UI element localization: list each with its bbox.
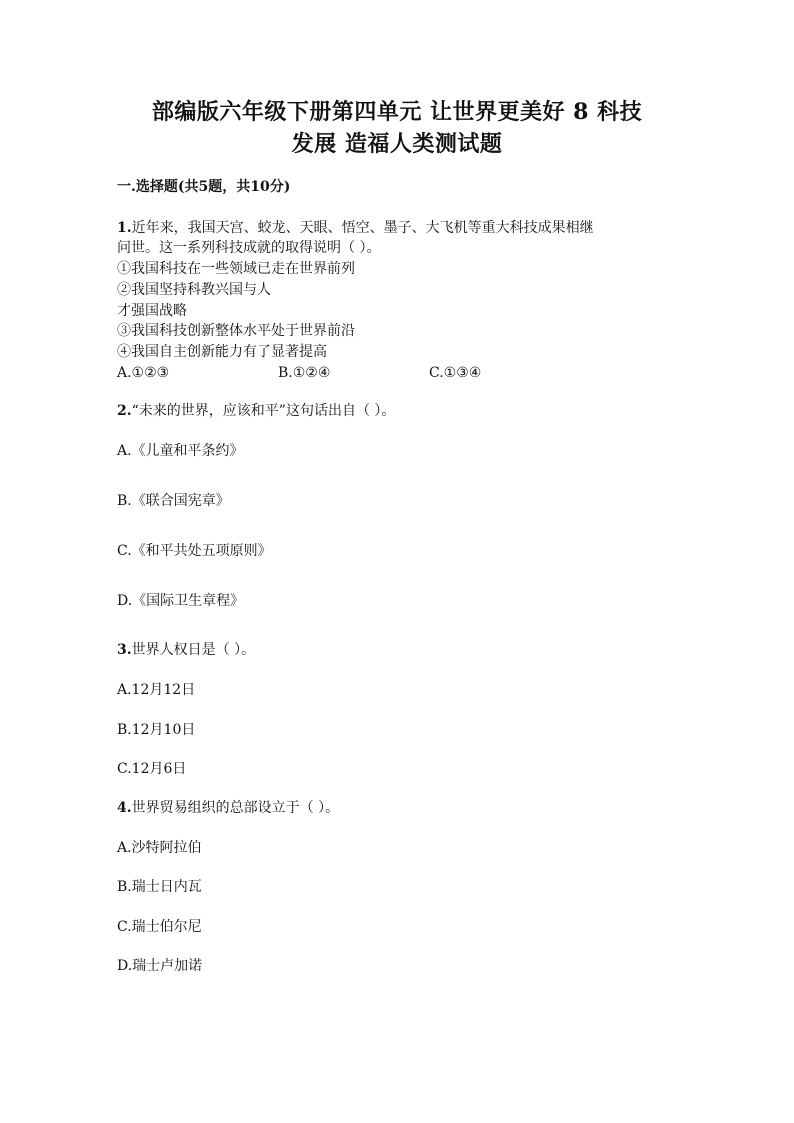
question-1-stem-text-1: 近年来，我国天宫、蛟龙、天眼、悟空、墨子、大飞机等重大科技成果相继 bbox=[131, 220, 594, 236]
question-4-option-d: D.瑞士卢加诺 bbox=[117, 958, 203, 974]
question-1-option-a: A.①②③ bbox=[117, 365, 170, 381]
question-2-option-b: B.《联合国宪章》 bbox=[117, 493, 230, 509]
question-4-number: 4. bbox=[117, 800, 132, 816]
question-1-statement-4: ④我国自主创新能力有了显著提高 bbox=[117, 344, 327, 360]
question-1-statement-3: ③我国科技创新整体水平处于世界前沿 bbox=[117, 323, 355, 339]
question-4-option-a: A.沙特阿拉伯 bbox=[117, 840, 202, 856]
question-3-stem-text: 世界人权日是（ ）。 bbox=[131, 642, 256, 658]
question-1-stem-line-1 bbox=[117, 218, 594, 238]
question-2-number: 2. bbox=[117, 403, 132, 419]
question-3-number: 3. bbox=[117, 642, 132, 658]
question-2-option-d: D.《国际卫生章程》 bbox=[117, 593, 245, 609]
question-2-option-a: A.《儿童和平条约》 bbox=[117, 443, 244, 459]
question-1-number: 1. bbox=[117, 220, 132, 236]
page-title-line-1: 部编版六年级下册第四单元 让世界更美好 8 科技 bbox=[151, 99, 643, 125]
question-3-option-c: C.12月6日 bbox=[117, 761, 187, 777]
question-2-stem bbox=[117, 401, 395, 421]
question-4-stem-text: 世界贸易组织的总部设立于（ ）。 bbox=[131, 800, 340, 816]
question-2-option-c: C.《和平共处五项原则》 bbox=[117, 543, 272, 559]
question-1-option-c: C.①③④ bbox=[429, 365, 482, 381]
question-1-option-b: B.①②④ bbox=[278, 365, 331, 381]
question-4-option-b: B.瑞士日内瓦 bbox=[117, 879, 202, 895]
section-heading: 一.选择题(共5题，共10分) bbox=[117, 179, 291, 195]
question-1-stem-line-2: 问世。这一系列科技成就的取得说明（ ）。 bbox=[117, 240, 381, 256]
question-2-stem-text: “未来的世界，应该和平”这句话出自（ ）。 bbox=[131, 403, 396, 419]
question-1-statement-2b: 才强国战略 bbox=[117, 303, 187, 319]
question-3-option-a: A.12月12日 bbox=[117, 682, 196, 698]
question-1-statement-1: ①我国科技在一些领域已走在世界前列 bbox=[117, 261, 355, 277]
question-1-statement-2a: ②我国坚持科教兴国与人 bbox=[117, 282, 271, 298]
question-3-stem bbox=[117, 640, 255, 660]
page-title-line-2: 发展 造福人类测试题 bbox=[291, 131, 503, 157]
question-4-option-c: C.瑞士伯尔尼 bbox=[117, 919, 202, 935]
question-4-stem bbox=[117, 798, 339, 818]
question-3-option-b: B.12月10日 bbox=[117, 722, 196, 738]
